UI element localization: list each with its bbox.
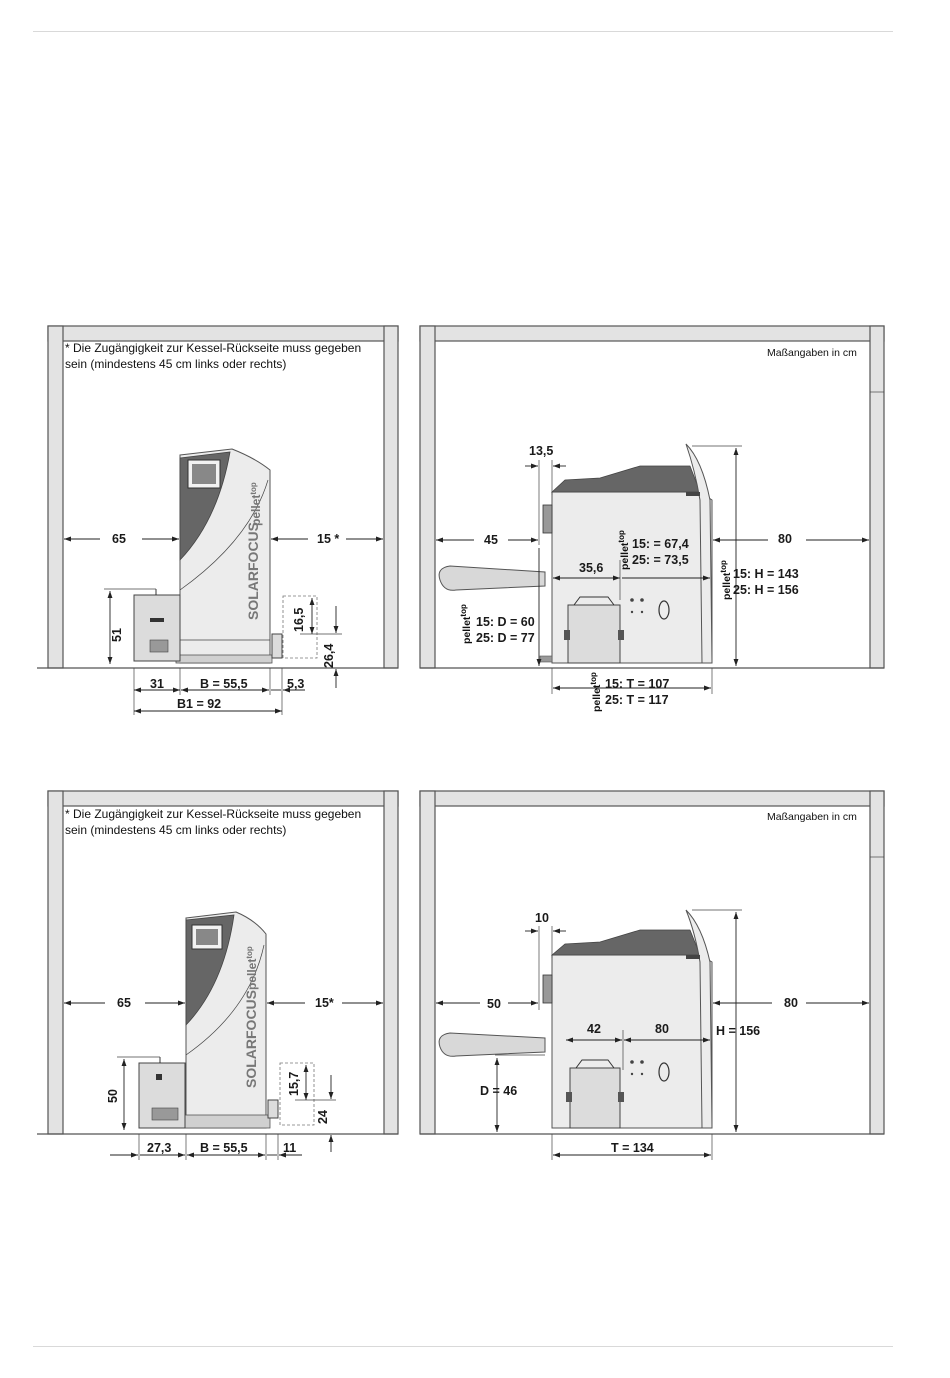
dim-80-right: 80 [784, 996, 798, 1010]
hopper-side [568, 605, 620, 663]
dim-5-3: 5,3 [287, 677, 305, 691]
access-note-line1-b: * Die Zugängigkeit zur Kessel-Rückseite muss gegeben [65, 807, 362, 821]
dim-T: T = 134 [611, 1141, 654, 1155]
dim-width-b1: B1 = 92 [177, 697, 222, 711]
dim-right-clearance-b: 15* [315, 996, 334, 1010]
dim-T-25: 25: T = 117 [605, 693, 669, 707]
dim-T-15: 15: T = 107 [605, 677, 670, 691]
dim-35-6: 35,6 [579, 561, 604, 575]
dim-H-25: 25: H = 156 [733, 583, 799, 597]
dim-H-15: 15: H = 143 [733, 567, 799, 581]
display-screen [192, 464, 216, 484]
access-note-line2: sein (mindestens 45 cm links oder rechts) [65, 357, 287, 371]
pellet-hopper-front [134, 589, 180, 661]
dim-31: 31 [150, 677, 164, 691]
dim-27-3: 27,3 [147, 1141, 172, 1155]
side-brand-mid: pellet$^{top}$ [617, 530, 631, 570]
dim-width-b-b: B = 55,5 [200, 1141, 248, 1155]
brand-logo-b: SOLARFOCUS [243, 990, 259, 1088]
dim-H: H = 156 [716, 1024, 761, 1038]
boiler-front [176, 449, 272, 663]
access-note-line1: * Die Zugängigkeit zur Kessel-Rückseite muss gegeben [65, 341, 362, 355]
dim-D-15: 15: D = 60 [476, 615, 535, 629]
side-brand-h: pellet$^{top}$ [719, 560, 733, 600]
product-logo: pellet$^{top}$ [249, 482, 263, 526]
dim-width-b: B = 55,5 [200, 677, 248, 691]
dim-16-5: 16,5 [292, 607, 306, 632]
units-note: Maßangaben in cm [767, 347, 857, 359]
side-brand-d: pellet$^{top}$ [459, 604, 473, 644]
dim-80: 80 [778, 532, 792, 546]
dim-26-4: 26,4 [322, 643, 336, 668]
dim-line-25: 25: = 73,5 [632, 553, 689, 567]
pellet-hopper-front-b [139, 1057, 185, 1128]
dim-24: 24 [316, 1110, 330, 1124]
boiler-front-b [182, 912, 270, 1128]
dim-42: 42 [587, 1022, 601, 1036]
dim-left-clearance: 65 [112, 532, 126, 546]
panel-bottom-side [420, 791, 884, 1160]
dim-hopper-height: 51 [110, 628, 124, 642]
dim-13-5: 13,5 [529, 444, 554, 458]
dim-80-mid: 80 [655, 1022, 669, 1036]
dim-45: 45 [484, 533, 498, 547]
product-logo-b: pellet$^{top}$ [245, 946, 259, 990]
dim-15-7: 15,7 [287, 1071, 301, 1096]
dim-50: 50 [487, 997, 501, 1011]
brand-logo: SOLARFOCUS [245, 522, 261, 620]
units-note-b: Maßangaben in cm [767, 811, 857, 823]
dim-D: D = 46 [480, 1084, 518, 1098]
panel-bottom-front [37, 791, 398, 1160]
side-brand-t: pellet$^{top}$ [589, 672, 603, 712]
feed-pipe [439, 566, 545, 590]
dim-line-15: 15: = 67,4 [632, 537, 689, 551]
panel-top-side [420, 326, 884, 712]
dim-left-clearance-b: 65 [117, 996, 131, 1010]
access-note-line2-b: sein (mindestens 45 cm links oder rechts) [65, 823, 287, 837]
panel-top-front [37, 326, 398, 715]
dim-right-clearance: 15 * [317, 532, 340, 546]
dim-hopper-height-b: 50 [106, 1089, 120, 1103]
dim-11: 11 [283, 1141, 297, 1155]
dim-D-25: 25: D = 77 [476, 631, 535, 645]
dim-10: 10 [535, 911, 549, 925]
